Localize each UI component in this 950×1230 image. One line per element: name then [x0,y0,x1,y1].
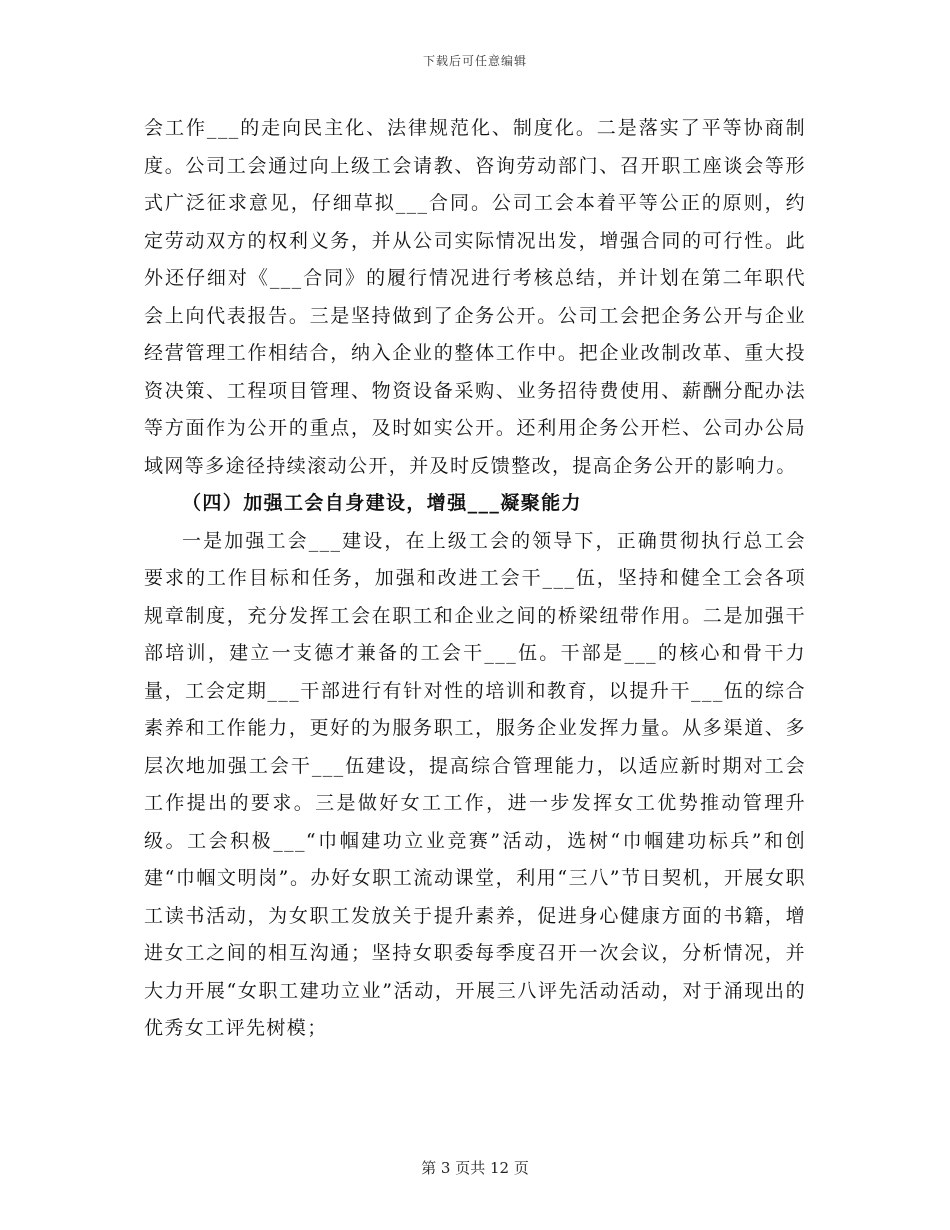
page-number: 第 3 页共 12 页 [421,1159,529,1177]
body-paragraph: 会工作___的走向民主化、法律规范化、制度化。二是落实了平等协商制度。公司工会通过向上级工会请教、咨询劳动部门、召开职工座谈会等形式广泛征求意见，仔细草拟___合同。公司工会本着平等公正的原则，约定劳动双方的权利义务，并从公司实际情况出发，增强合同的可行性。此外还仔细对《___合同》的履行情况进行考核总结，并计划在第二年职代会上向代表报告。三是坚持做到了企务公开。公司工会把企务公开与企业经营管理工作相结合，纳入企业的整体工作中。把企业改制改革、重大投资决策、工程项目管理、物资设备采购、业务招待费使用、薪酬分配办法等方面作为公开的重点，及时如实公开。还利用企务公开栏、公司办公局域网等多途径持续滚动公开，并及时反馈整改，提高企务公开的影响力。 [144,117,806,477]
document-body [144,110,806,1048]
section-heading: （四）加强工会自身建设，增强___凝聚能力 [182,492,582,514]
body-paragraph: 一是加强工会___建设，在上级工会的领导下，正确贯彻执行总工会要求的工作目标和任务，加强和改进工会干___伍，坚持和健全工会各项规章制度，充分发挥工会在职工和企业之间的桥梁纽带作用。二是加强干部培训，建立一支德才兼备的工会干___伍。干部是___的核心和骨干力量，工会定期___干部进行有针对性的培训和教育，以提升干___伍的综合素养和工作能力，更好的为服务职工，服务企业发挥力量。从多渠道、多层次地加强工会干___伍建设，提高综合管理能力，以适应新时期对工会工作提出的要求。三是做好女工工作，进一步发挥女工优势推动管理升级。工会积极___“巾帼建功立业竞赛”活动，选树“巾帼建功标兵”和创建“巾帼文明岗”。办好女职工流动课堂，利用“三八”节日契机，开展女职工读书活动，为女职工发放关于提升素养，促进身心健康方面的书籍，增进女工之间的相互沟通；坚持女职委每季度召开一次会议，分析情况，并大力开展“女职工建功立业”活动，开展三八评先活动活动，对于涌现出的优秀女工评先树模； [144,529,806,1039]
page-header-note: 下载后可任意编辑 [422,54,527,68]
